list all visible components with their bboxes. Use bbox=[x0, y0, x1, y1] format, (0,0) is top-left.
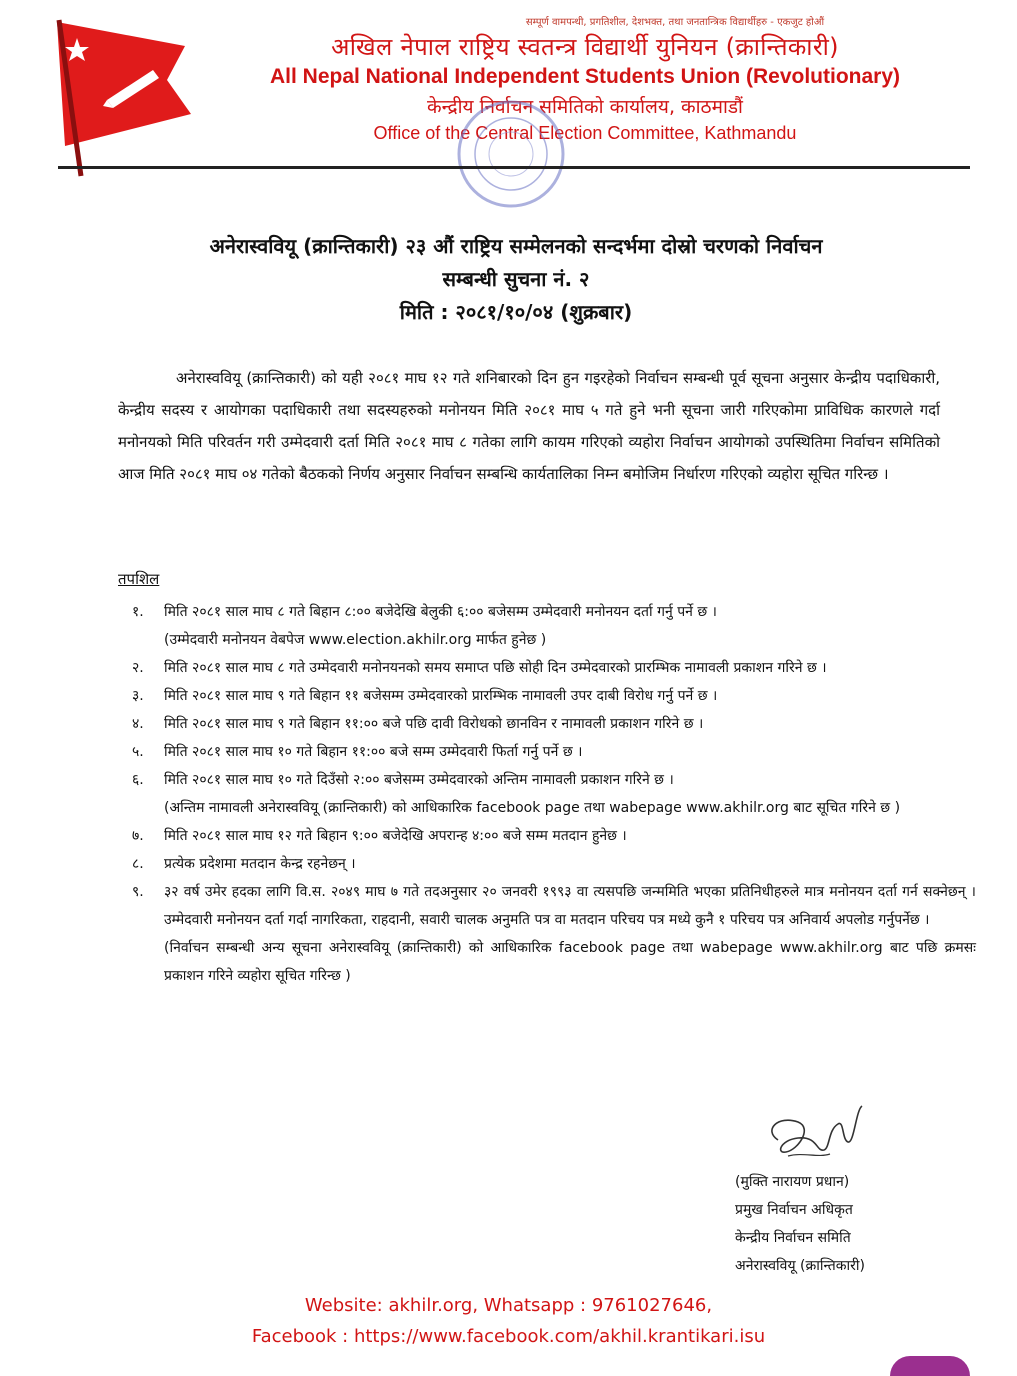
office-name-nepali: केन्द्रीय निर्वाचन समितिको कार्यालय, काठमाडौं bbox=[427, 96, 743, 118]
list-item-text: मिति २०८१ साल माघ ९ गते बिहान ११:०० बजे पछि दावी विरोधको छानविन र नामावली प्रकाशन गरिने छ । bbox=[164, 716, 704, 732]
list-item-number: ९. bbox=[132, 884, 144, 900]
signatory-committee: केन्द्रीय निर्वाचन समिति bbox=[735, 1230, 851, 1246]
list-item bbox=[118, 710, 976, 738]
list-item-note: (उम्मेदवारी मनोनयन वेबपेज www.election.akhilr.org मार्फत हुनेछ ) bbox=[164, 632, 547, 648]
contact-footer bbox=[0, 1290, 1017, 1352]
schedule-list bbox=[118, 598, 976, 990]
list-item-number: ५. bbox=[132, 744, 144, 760]
list-item-number: २. bbox=[132, 660, 144, 676]
header-divider bbox=[58, 166, 970, 169]
list-item-text: मिति २०८१ साल माघ ८ गते उम्मेदवारी मनोनयनको समय समाप्त पछि सोही दिन उम्मेदवारको प्रारम्भिक नामावली प्रकाशन गरिने छ । bbox=[164, 660, 827, 676]
office-name-english: Office of the Central Election Committee, Kathmandu bbox=[373, 123, 797, 143]
list-item-note: (निर्वाचन सम्बन्धी अन्य सूचना अनेरास्ववियू (क्रान्तिकारी) को आधिकारिक facebook page तथा wabepage www.akhilr.org बाट पछि क्रमसः प्रकाशन गरिने व्यहोरा सूचित गरिन्छ ) bbox=[164, 940, 976, 984]
notice-title bbox=[60, 230, 972, 329]
list-item-text: ३२ वर्ष उमेर हदका लागि वि.स. २०४९ माघ ७ गते तदअनुसार २० जनवरी १९९३ वा त्यसपछि जन्ममिति भएका प्रतिनिधीहरुले मात्र मनोनयन दर्ता गर्न सक्नेछन् । उम्मेदवारी मनोनयन दर्ता गर्दा नागरिकता, राहदानी, सवारी चालक अनुमति पत्र वा मतदान परिचय पत्र मध्ये कुनै १ परिचय पत्र अनिवार्य अपलोड गर्नुपर्नेछ । bbox=[164, 884, 976, 928]
list-item-text: मिति २०८१ साल माघ १२ गते बिहान ९:०० बजेदेखि अपरान्ह ४:०० बजे सम्म मतदान हुनेछ । bbox=[164, 828, 627, 844]
party-flag-logo bbox=[55, 18, 195, 178]
notice-title-line2: सम्बन्धी सुचना नं. २ bbox=[442, 267, 590, 291]
list-item bbox=[118, 682, 976, 710]
list-item bbox=[118, 766, 976, 822]
list-item-number: ३. bbox=[132, 688, 144, 704]
list-item-number: ६. bbox=[132, 772, 144, 788]
list-item-number: ७. bbox=[132, 828, 144, 844]
schedule-heading: तपशिल bbox=[118, 570, 160, 588]
list-item-text: प्रत्येक प्रदेशमा मतदान केन्द्र रहनेछन् । bbox=[164, 856, 356, 872]
list-item bbox=[118, 850, 976, 878]
org-name-english: All Nepal National Independent Students Union (Revolutionary) bbox=[269, 65, 901, 88]
list-item bbox=[118, 598, 976, 654]
list-item-number: ४. bbox=[132, 716, 144, 732]
list-item-number: ८. bbox=[132, 856, 144, 872]
list-item-number: १. bbox=[132, 604, 144, 620]
list-item bbox=[118, 822, 976, 850]
list-item bbox=[118, 878, 976, 990]
footer-website-line: Website: akhilr.org, Whatsapp : 9761027646, bbox=[304, 1295, 713, 1316]
signatory-name: (मुक्ति नारायण प्रधान) bbox=[735, 1174, 850, 1190]
election-committee-seal bbox=[455, 98, 567, 210]
letterhead bbox=[185, 14, 985, 144]
list-item bbox=[118, 738, 976, 766]
handwritten-signature bbox=[758, 1100, 868, 1170]
signatory-block bbox=[735, 1168, 935, 1280]
corner-decoration bbox=[890, 1356, 970, 1376]
notice-title-line1: अनेरास्ववियू (क्रान्तिकारी) २३ औं राष्ट्रिय सम्मेलनको सन्दर्भमा दोस्रो चरणको निर्वाचन bbox=[209, 234, 823, 258]
list-item bbox=[118, 654, 976, 682]
notice-date: मिति : २०८१/१०/०४ (शुक्रबार) bbox=[399, 300, 633, 324]
list-item-text: मिति २०८१ साल माघ १० गते दिउँसो २:०० बजेसम्म उम्मेदवारको अन्तिम नामावली प्रकाशन गरिने छ । bbox=[164, 772, 674, 788]
org-name-nepali: अखिल नेपाल राष्ट्रिय स्वतन्त्र विद्यार्थी युनियन (क्रान्तिकारी) bbox=[331, 33, 839, 61]
list-item-text: मिति २०८१ साल माघ ८ गते बिहान ८:०० बजेदेखि बेलुकी ६:०० बजेसम्म उम्मेदवारी मनोनयन दर्ता गर्नु पर्ने छ । bbox=[164, 604, 717, 620]
letterhead-tagline: सम्पूर्ण वामपन्थी, प्रगतिशील, देशभक्त, तथा जनतान्त्रिक विद्यार्थीहरु - एकजुट होऔं bbox=[525, 17, 825, 28]
list-item-text: मिति २०८१ साल माघ ९ गते बिहान ११ बजेसम्म उम्मेदवारको प्रारम्भिक नामावली उपर दाबी विरोध गर्नु पर्ने छ । bbox=[164, 688, 718, 704]
list-item-note: (अन्तिम नामावली अनेरास्ववियू (क्रान्तिकारी) को आधिकारिक facebook page तथा wabepage www.akhilr.org बाट सूचित गरिने छ ) bbox=[164, 800, 901, 816]
footer-facebook-line: Facebook : https://www.facebook.com/akhil.krantikari.isu bbox=[251, 1326, 766, 1347]
notice-body: अनेरास्ववियू (क्रान्तिकारी) को यही २०८१ माघ १२ गते शनिबारको दिन हुन गइरहेको निर्वाचन सम्बन्धी पूर्व सूचना अनुसार केन्द्रीय पदाधिकारी, केन्द्रीय सदस्य र आयोगका पदाधिकारी तथा सदस्यहरुको मनोनयन मिति २०८१ माघ ५ गते हुने भनी सूचना जारी गरिएकोमा प्राविधिक कारणले गर्दा मनोनयको मिति परिवर्तन गरी उम्मेदवारी दर्ता मिति २०८१ माघ ८ गतेका लागि कायम गरिएको व्यहोरा निर्वाचन आयोगको उपस्थितिमा निर्वाचन समितिको आज मिति २०८१ माघ ०४ गतेको बैठकको निर्णय अनुसार निर्वाचन सम्बन्धि कार्यतालिका निम्न बमोजिम निर्धारण गरिएको व्यहोरा सूचित गरिन्छ । bbox=[118, 369, 940, 483]
signatory-org: अनेरास्ववियू (क्रान्तिकारी) bbox=[735, 1258, 865, 1274]
signatory-position: प्रमुख निर्वाचन अधिकृत bbox=[735, 1202, 853, 1218]
list-item-text: मिति २०८१ साल माघ १० गते बिहान ११:०० बजे सम्म उम्मेदवारी फिर्ता गर्नु पर्ने छ । bbox=[164, 744, 583, 760]
